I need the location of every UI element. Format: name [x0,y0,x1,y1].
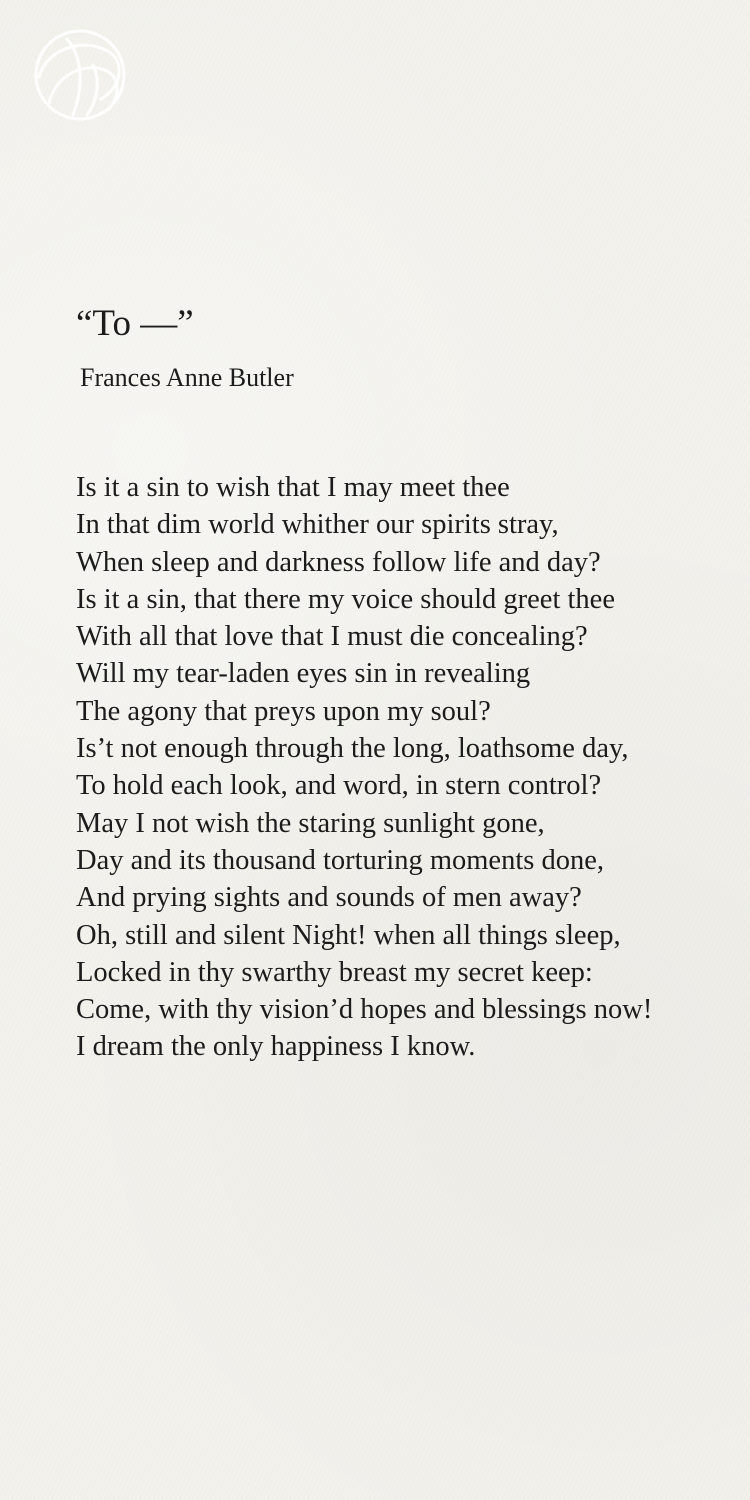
poem-line: Is it a sin, that there my voice should greet thee [76,583,615,615]
poem-line: May I not wish the staring sunlight gone, [76,807,545,839]
circle-swirl-logo-icon [27,25,133,125]
poem-line: Come, with thy vision’d hopes and blessings now! [76,994,653,1026]
poem-line: Will my tear-laden eyes sin in revealing [76,658,531,690]
poem-line: The agony that preys upon my soul? [76,695,491,727]
poem-line: Oh, still and silent Night! when all things sleep, [76,919,621,951]
poem-author: Frances Anne Butler [80,363,294,392]
poem-body [76,469,746,1066]
poem-line: Is’t not enough through the long, loathsome day, [76,733,629,765]
poem-line: In that dim world whither our spirits stray, [76,509,559,541]
poem-line: Day and its thousand torturing moments done, [76,844,604,876]
poem-title: “To —” [76,303,194,344]
poem-line: And prying sights and sounds of men away? [76,882,582,914]
poem-line: Is it a sin to wish that I may meet thee [76,472,510,503]
poem-line: To hold each look, and word, in stern control? [76,770,602,802]
poem-line: Locked in thy swarthy breast my secret keep: [76,956,593,988]
poem-line: I dream the only happiness I know. [76,1031,476,1063]
poem-line: With all that love that I must die concealing? [76,621,588,653]
poem-line: When sleep and darkness follow life and day? [76,546,601,578]
